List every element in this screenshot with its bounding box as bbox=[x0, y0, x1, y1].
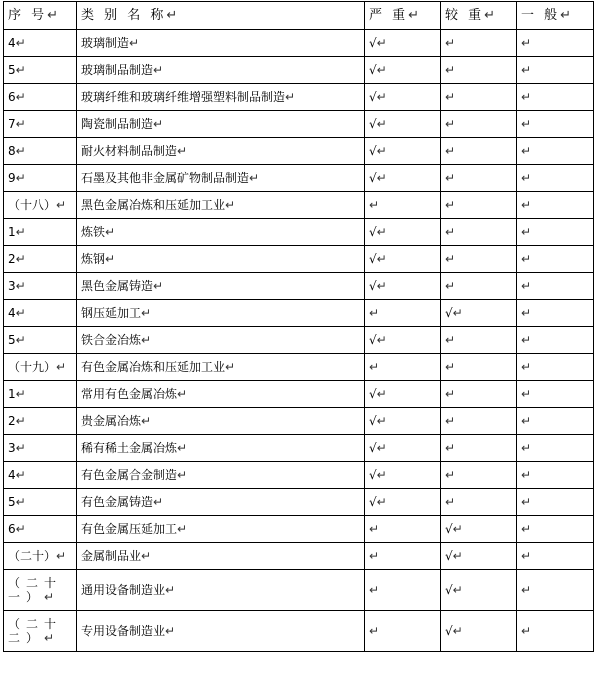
cell-severe bbox=[365, 611, 441, 652]
cell-heavy bbox=[441, 30, 517, 57]
table-row bbox=[4, 570, 594, 611]
cell-index: 5↵ bbox=[4, 489, 77, 516]
cell-category: 有色金属冶炼和压延加工业↵ bbox=[77, 354, 365, 381]
cell-category: 专用设备制造业↵ bbox=[77, 611, 365, 652]
table-row bbox=[4, 138, 594, 165]
cell-general bbox=[517, 111, 594, 138]
paragraph-mark: ↵ bbox=[521, 171, 532, 185]
cell-index: 2↵ bbox=[4, 408, 77, 435]
table-row bbox=[4, 192, 594, 219]
paragraph-mark: ↵ bbox=[376, 468, 387, 482]
cell-category: 玻璃制造↵ bbox=[77, 30, 365, 57]
cell-index: 4↵ bbox=[4, 30, 77, 57]
paragraph-mark: ↵ bbox=[445, 252, 456, 266]
cell-heavy: √↵ bbox=[441, 611, 517, 652]
cell-index: （二十）↵ bbox=[4, 543, 77, 570]
paragraph-mark: ↵ bbox=[452, 522, 463, 536]
paragraph-mark: ↵ bbox=[15, 387, 26, 401]
paragraph-mark: ↵ bbox=[369, 549, 380, 563]
cell-severe: √↵ bbox=[365, 273, 441, 300]
paragraph-mark: ↵ bbox=[445, 36, 456, 50]
cell-general bbox=[517, 30, 594, 57]
table-row bbox=[4, 381, 594, 408]
paragraph-mark: ↵ bbox=[15, 279, 26, 293]
cell-index: 2↵ bbox=[4, 246, 77, 273]
cell-index: （十九）↵ bbox=[4, 354, 77, 381]
cell-index: 6↵ bbox=[4, 516, 77, 543]
paragraph-mark: ↵ bbox=[15, 495, 26, 509]
cell-general bbox=[517, 462, 594, 489]
cell-severe bbox=[365, 192, 441, 219]
cell-severe bbox=[365, 543, 441, 570]
paragraph-mark: ↵ bbox=[376, 495, 387, 509]
paragraph-mark: ↵ bbox=[445, 198, 456, 212]
paragraph-mark: ↵ bbox=[225, 360, 236, 374]
paragraph-mark: ↵ bbox=[376, 225, 387, 239]
cell-general bbox=[517, 489, 594, 516]
cell-general bbox=[517, 192, 594, 219]
paragraph-mark: ↵ bbox=[452, 549, 463, 563]
cell-severe: √↵ bbox=[365, 408, 441, 435]
paragraph-mark: ↵ bbox=[445, 360, 456, 374]
cell-index: 9↵ bbox=[4, 165, 77, 192]
cell-general bbox=[517, 381, 594, 408]
paragraph-mark: ↵ bbox=[376, 63, 387, 77]
cell-category: 通用设备制造业↵ bbox=[77, 570, 365, 611]
table-row bbox=[4, 354, 594, 381]
cell-heavy bbox=[441, 246, 517, 273]
paragraph-mark: ↵ bbox=[521, 495, 532, 509]
paragraph-mark: ↵ bbox=[452, 624, 463, 638]
paragraph-mark: ↵ bbox=[521, 624, 532, 638]
cell-index: 5↵ bbox=[4, 57, 77, 84]
paragraph-mark: ↵ bbox=[445, 225, 456, 239]
paragraph-mark: ↵ bbox=[105, 252, 116, 266]
cell-heavy bbox=[441, 381, 517, 408]
paragraph-mark: ↵ bbox=[445, 279, 456, 293]
industry-risk-table bbox=[3, 1, 594, 652]
paragraph-mark: ↵ bbox=[369, 522, 380, 536]
cell-severe: √↵ bbox=[365, 84, 441, 111]
cell-heavy bbox=[441, 111, 517, 138]
cell-index: 1↵ bbox=[4, 381, 77, 408]
paragraph-mark: ↵ bbox=[521, 252, 532, 266]
paragraph-mark: ↵ bbox=[369, 360, 380, 374]
cell-category: 铁合金冶炼↵ bbox=[77, 327, 365, 354]
cell-severe: √↵ bbox=[365, 246, 441, 273]
paragraph-mark: ↵ bbox=[285, 90, 296, 104]
paragraph-mark: ↵ bbox=[521, 333, 532, 347]
header-index: 序 号↵ bbox=[4, 2, 77, 30]
table-row bbox=[4, 489, 594, 516]
cell-general bbox=[517, 57, 594, 84]
paragraph-mark: ↵ bbox=[521, 306, 532, 320]
table-row bbox=[4, 516, 594, 543]
cell-index: 3↵ bbox=[4, 273, 77, 300]
cell-general bbox=[517, 246, 594, 273]
paragraph-mark: ↵ bbox=[521, 279, 532, 293]
header-heavy: 较 重↵ bbox=[441, 2, 517, 30]
paragraph-mark: ↵ bbox=[153, 495, 164, 509]
paragraph-mark: ↵ bbox=[445, 441, 456, 455]
paragraph-mark: ↵ bbox=[521, 63, 532, 77]
cell-heavy bbox=[441, 219, 517, 246]
cell-general bbox=[517, 138, 594, 165]
table-row bbox=[4, 246, 594, 273]
cell-heavy: √↵ bbox=[441, 516, 517, 543]
paragraph-mark: ↵ bbox=[15, 225, 26, 239]
cell-severe: √↵ bbox=[365, 381, 441, 408]
paragraph-mark: ↵ bbox=[15, 252, 26, 266]
cell-category: 玻璃纤维和玻璃纤维增强塑料制品制造↵ bbox=[77, 84, 365, 111]
paragraph-mark: ↵ bbox=[153, 63, 164, 77]
cell-severe: √↵ bbox=[365, 165, 441, 192]
cell-heavy bbox=[441, 354, 517, 381]
cell-category: 钢压延加工↵ bbox=[77, 300, 365, 327]
paragraph-mark: ↵ bbox=[376, 171, 387, 185]
paragraph-mark: ↵ bbox=[369, 198, 380, 212]
paragraph-mark: ↵ bbox=[521, 36, 532, 50]
paragraph-mark: ↵ bbox=[521, 144, 532, 158]
cell-severe bbox=[365, 516, 441, 543]
paragraph-mark: ↵ bbox=[153, 117, 164, 131]
cell-category: 石墨及其他非金属矿物制品制造↵ bbox=[77, 165, 365, 192]
header-general: 一 般↵ bbox=[517, 2, 594, 30]
cell-general bbox=[517, 408, 594, 435]
cell-heavy bbox=[441, 138, 517, 165]
paragraph-mark: ↵ bbox=[165, 583, 176, 597]
paragraph-mark: ↵ bbox=[177, 468, 188, 482]
paragraph-mark: ↵ bbox=[445, 144, 456, 158]
cell-severe: √↵ bbox=[365, 489, 441, 516]
table-row bbox=[4, 165, 594, 192]
table-row bbox=[4, 300, 594, 327]
cell-heavy: √↵ bbox=[441, 300, 517, 327]
table-row bbox=[4, 408, 594, 435]
paragraph-mark: ↵ bbox=[15, 171, 26, 185]
paragraph-mark: ↵ bbox=[15, 63, 26, 77]
paragraph-mark: ↵ bbox=[141, 306, 152, 320]
paragraph-mark: ↵ bbox=[44, 631, 61, 645]
paragraph-mark: ↵ bbox=[249, 171, 260, 185]
paragraph-mark: ↵ bbox=[56, 198, 67, 212]
cell-general bbox=[517, 435, 594, 462]
header-row bbox=[4, 2, 594, 30]
cell-heavy: √↵ bbox=[441, 570, 517, 611]
paragraph-mark: ↵ bbox=[521, 583, 532, 597]
cell-category: 金属制品业↵ bbox=[77, 543, 365, 570]
cell-severe: √↵ bbox=[365, 57, 441, 84]
cell-index: 4↵ bbox=[4, 300, 77, 327]
table-row bbox=[4, 611, 594, 652]
paragraph-mark: ↵ bbox=[15, 90, 26, 104]
cell-general bbox=[517, 516, 594, 543]
paragraph-mark: ↵ bbox=[521, 522, 532, 536]
paragraph-mark: ↵ bbox=[376, 90, 387, 104]
table-row bbox=[4, 462, 594, 489]
cell-category: 黑色金属冶炼和压延加工业↵ bbox=[77, 192, 365, 219]
cell-severe bbox=[365, 354, 441, 381]
paragraph-mark: ↵ bbox=[15, 306, 26, 320]
table-row bbox=[4, 543, 594, 570]
cell-index: （二十一）↵ bbox=[4, 570, 77, 611]
paragraph-mark: ↵ bbox=[445, 90, 456, 104]
cell-severe: √↵ bbox=[365, 435, 441, 462]
paragraph-mark: ↵ bbox=[445, 171, 456, 185]
cell-heavy bbox=[441, 462, 517, 489]
cell-category: 有色金属合金制造↵ bbox=[77, 462, 365, 489]
paragraph-mark: ↵ bbox=[376, 387, 387, 401]
cell-category: 炼钢↵ bbox=[77, 246, 365, 273]
cell-severe: √↵ bbox=[365, 30, 441, 57]
cell-category: 炼铁↵ bbox=[77, 219, 365, 246]
cell-general bbox=[517, 300, 594, 327]
cell-index: 6↵ bbox=[4, 84, 77, 111]
paragraph-mark: ↵ bbox=[445, 414, 456, 428]
paragraph-mark: ↵ bbox=[452, 306, 463, 320]
cell-heavy bbox=[441, 165, 517, 192]
cell-category: 陶瓷制品制造↵ bbox=[77, 111, 365, 138]
paragraph-mark: ↵ bbox=[177, 441, 188, 455]
cell-index: 1↵ bbox=[4, 219, 77, 246]
cell-severe: √↵ bbox=[365, 138, 441, 165]
table-row bbox=[4, 84, 594, 111]
paragraph-mark: ↵ bbox=[376, 414, 387, 428]
cell-heavy bbox=[441, 408, 517, 435]
cell-heavy bbox=[441, 57, 517, 84]
paragraph-mark: ↵ bbox=[521, 468, 532, 482]
paragraph-mark: ↵ bbox=[165, 624, 176, 638]
paragraph-mark: ↵ bbox=[177, 387, 188, 401]
paragraph-mark: ↵ bbox=[141, 414, 152, 428]
paragraph-mark: ↵ bbox=[445, 63, 456, 77]
paragraph-mark: ↵ bbox=[521, 549, 532, 563]
cell-severe: √↵ bbox=[365, 327, 441, 354]
table-row bbox=[4, 327, 594, 354]
cell-category: 玻璃制品制造↵ bbox=[77, 57, 365, 84]
paragraph-mark: ↵ bbox=[445, 468, 456, 482]
table-row bbox=[4, 30, 594, 57]
cell-heavy bbox=[441, 435, 517, 462]
paragraph-mark: ↵ bbox=[105, 225, 116, 239]
cell-general bbox=[517, 273, 594, 300]
table-row bbox=[4, 57, 594, 84]
table-row bbox=[4, 111, 594, 138]
paragraph-mark: ↵ bbox=[15, 468, 26, 482]
paragraph-mark: ↵ bbox=[445, 117, 456, 131]
paragraph-mark: ↵ bbox=[369, 306, 380, 320]
cell-heavy bbox=[441, 273, 517, 300]
paragraph-mark: ↵ bbox=[521, 90, 532, 104]
paragraph-mark: ↵ bbox=[369, 583, 380, 597]
cell-index: 3↵ bbox=[4, 435, 77, 462]
paragraph-mark: ↵ bbox=[44, 590, 61, 604]
paragraph-mark: ↵ bbox=[129, 36, 140, 50]
cell-category: 贵金属冶炼↵ bbox=[77, 408, 365, 435]
table-row bbox=[4, 219, 594, 246]
paragraph-mark: ↵ bbox=[15, 36, 26, 50]
cell-general bbox=[517, 611, 594, 652]
paragraph-mark: ↵ bbox=[15, 441, 26, 455]
paragraph-mark: ↵ bbox=[177, 522, 188, 536]
cell-severe: √↵ bbox=[365, 219, 441, 246]
paragraph-mark: ↵ bbox=[369, 624, 380, 638]
cell-category: 稀有稀土金属冶炼↵ bbox=[77, 435, 365, 462]
paragraph-mark: ↵ bbox=[521, 414, 532, 428]
paragraph-mark: ↵ bbox=[15, 333, 26, 347]
paragraph-mark: ↵ bbox=[15, 522, 26, 536]
paragraph-mark: ↵ bbox=[376, 36, 387, 50]
cell-heavy bbox=[441, 192, 517, 219]
cell-index: 5↵ bbox=[4, 327, 77, 354]
cell-severe: √↵ bbox=[365, 111, 441, 138]
cell-index: 8↵ bbox=[4, 138, 77, 165]
paragraph-mark: ↵ bbox=[15, 117, 26, 131]
paragraph-mark: ↵ bbox=[56, 549, 67, 563]
cell-general bbox=[517, 327, 594, 354]
cell-heavy bbox=[441, 84, 517, 111]
paragraph-mark: ↵ bbox=[445, 495, 456, 509]
header-severe: 严 重↵ bbox=[365, 2, 441, 30]
cell-heavy: √↵ bbox=[441, 543, 517, 570]
cell-index: （十八）↵ bbox=[4, 192, 77, 219]
paragraph-mark: ↵ bbox=[376, 333, 387, 347]
paragraph-mark: ↵ bbox=[376, 144, 387, 158]
cell-severe bbox=[365, 570, 441, 611]
paragraph-mark: ↵ bbox=[521, 198, 532, 212]
table-row bbox=[4, 435, 594, 462]
paragraph-mark: ↵ bbox=[376, 441, 387, 455]
paragraph-mark: ↵ bbox=[521, 387, 532, 401]
paragraph-mark: ↵ bbox=[445, 333, 456, 347]
paragraph-mark: ↵ bbox=[376, 279, 387, 293]
paragraph-mark: ↵ bbox=[141, 549, 152, 563]
cell-heavy bbox=[441, 327, 517, 354]
paragraph-mark: ↵ bbox=[445, 387, 456, 401]
paragraph-mark: ↵ bbox=[177, 144, 188, 158]
paragraph-mark: ↵ bbox=[15, 144, 26, 158]
paragraph-mark: ↵ bbox=[15, 414, 26, 428]
paragraph-mark: ↵ bbox=[225, 198, 236, 212]
paragraph-mark: ↵ bbox=[376, 117, 387, 131]
cell-category: 常用有色金属冶炼↵ bbox=[77, 381, 365, 408]
paragraph-mark: ↵ bbox=[141, 333, 152, 347]
cell-general bbox=[517, 84, 594, 111]
cell-category: 有色金属压延加工↵ bbox=[77, 516, 365, 543]
paragraph-mark: ↵ bbox=[452, 583, 463, 597]
cell-index: 4↵ bbox=[4, 462, 77, 489]
paragraph-mark: ↵ bbox=[521, 225, 532, 239]
paragraph-mark: ↵ bbox=[56, 360, 67, 374]
paragraph-mark: ↵ bbox=[521, 117, 532, 131]
table-row bbox=[4, 273, 594, 300]
cell-severe: √↵ bbox=[365, 462, 441, 489]
cell-heavy bbox=[441, 489, 517, 516]
paragraph-mark: ↵ bbox=[376, 252, 387, 266]
paragraph-mark: ↵ bbox=[153, 279, 164, 293]
cell-general bbox=[517, 543, 594, 570]
cell-index: 7↵ bbox=[4, 111, 77, 138]
cell-index: （二十二）↵ bbox=[4, 611, 77, 652]
paragraph-mark: ↵ bbox=[521, 441, 532, 455]
cell-general bbox=[517, 354, 594, 381]
cell-category: 耐火材料制品制造↵ bbox=[77, 138, 365, 165]
cell-category: 有色金属铸造↵ bbox=[77, 489, 365, 516]
cell-general bbox=[517, 165, 594, 192]
cell-category: 黑色金属铸造↵ bbox=[77, 273, 365, 300]
paragraph-mark: ↵ bbox=[521, 360, 532, 374]
cell-severe bbox=[365, 300, 441, 327]
cell-general bbox=[517, 570, 594, 611]
header-category: 类 别 名 称↵ bbox=[77, 2, 365, 30]
cell-general bbox=[517, 219, 594, 246]
